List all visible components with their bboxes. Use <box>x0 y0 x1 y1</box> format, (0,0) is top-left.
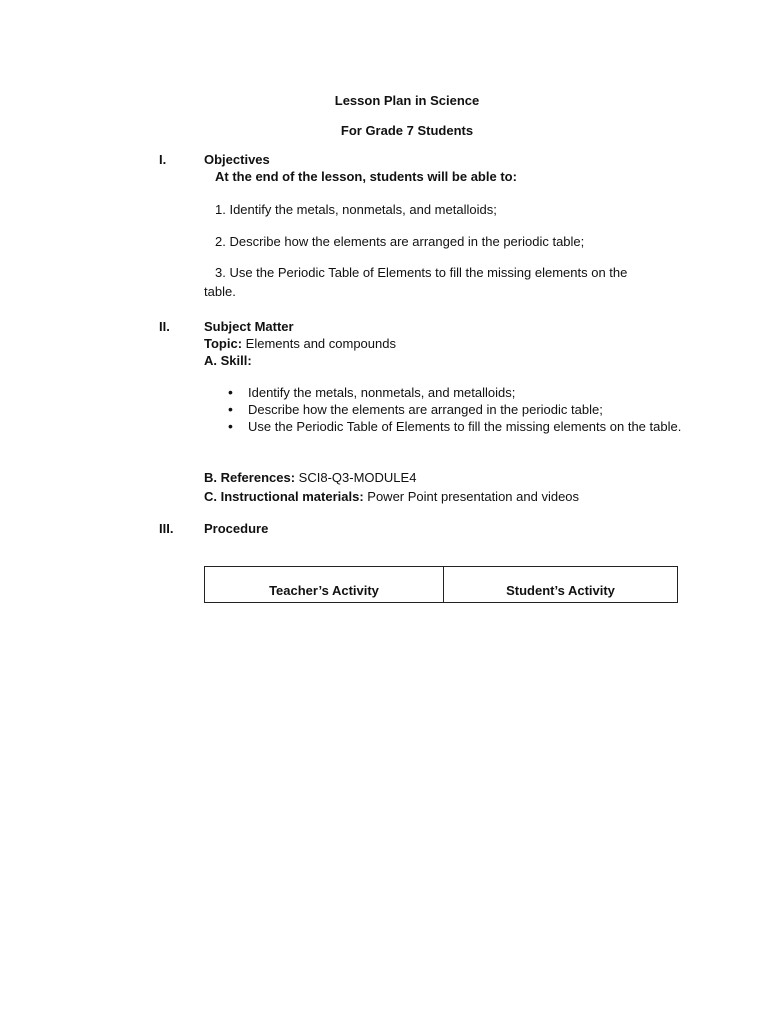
section-numeral-subject-matter: II. <box>159 319 170 334</box>
topic-value: Elements and compounds <box>245 336 396 351</box>
references-value: SCI8-Q3-MODULE4 <box>298 470 417 485</box>
materials-value: Power Point presentation and videos <box>367 489 580 504</box>
section-numeral-procedure: III. <box>159 521 174 536</box>
section-numeral-objectives: I. <box>159 152 167 167</box>
table-header-teacher-activity: Teacher’s Activity <box>269 583 379 598</box>
objective-item-3: 3. Use the Periodic Table of Elements to fill the missing elements on the <box>215 265 628 280</box>
section-heading-subject-matter: Subject Matter <box>204 319 294 334</box>
document-title: Lesson Plan in Science <box>334 93 480 108</box>
list-item: • Use the Periodic Table of Elements to fill the missing elements on the table. <box>226 418 686 435</box>
objectives-intro: At the end of the lesson, students will be able to: <box>215 169 517 184</box>
section-heading-procedure: Procedure <box>204 521 269 536</box>
objective-item-2: 2. Describe how the elements are arranged in the periodic table; <box>215 234 585 249</box>
objective-item-3-continuation: table. <box>204 284 236 299</box>
topic-label: Topic: <box>204 336 243 351</box>
references-label: B. References: <box>204 470 296 485</box>
topic-line <box>204 336 396 351</box>
section-heading-objectives: Objectives <box>204 152 270 167</box>
references-line <box>204 470 416 485</box>
materials-label: C. Instructional materials: <box>204 489 364 504</box>
procedure-table <box>204 566 678 603</box>
list-item: • Identify the metals, nonmetals, and metalloids; <box>226 384 686 401</box>
skills-list <box>226 384 686 435</box>
list-item: • Describe how the elements are arranged in the periodic table; <box>226 401 686 418</box>
document-subtitle: For Grade 7 Students <box>340 123 474 138</box>
skill-label: A. Skill: <box>204 353 252 368</box>
materials-line <box>204 489 579 504</box>
objective-item-1: 1. Identify the metals, nonmetals, and metalloids; <box>215 202 497 217</box>
table-header-student-activity: Student’s Activity <box>443 567 677 602</box>
